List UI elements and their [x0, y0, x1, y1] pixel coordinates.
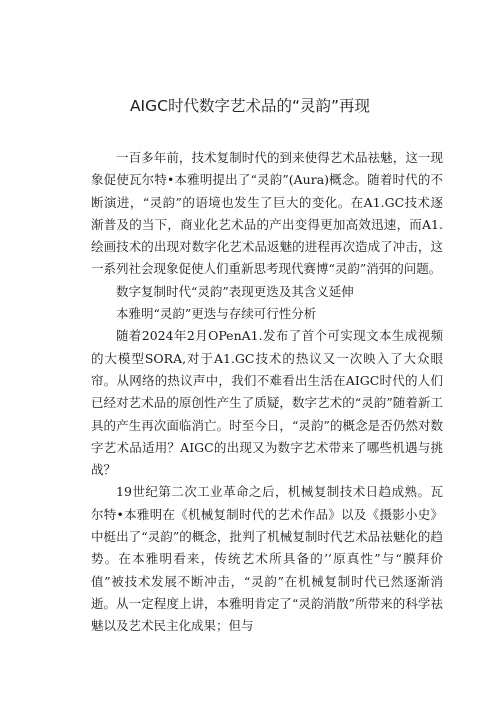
body-paragraph: 19世纪第二次工业革命之后，机械复制技术日趋成熟。瓦尔特•本雅明在《机械复制时代的艺术作品》以及《摄影小史》中梃出了“灵韵”的概念，批判了机械复制时代艺术品祛魅化的趋势。在本雅明看来，传统艺术所具备的’’原真性”与“膜拜价值”被技术发展不断冲击，“灵韵”在机械复制时代已然逐渐消逝。从一定程度上讲，本雅明肯定了“灵韵消散”所带来的科学祛魅以及艺术民主化成果；但与 — [91, 484, 443, 634]
body-paragraph: 随着2024年2月OPenA1.发布了首个可实现文本生成视频的大模型SORA,对于A1.GC技术的热议又一次映入了大众眼帘。从网络的热议声中，我们不难看出生活在AIGC时代的人们已经对艺术品的原创性产生了质疑，数字艺术的“灵韵”随着新工具的产生再次面临消亡。时至今日，“灵韵”的概念是否仍然对数字艺术品适用？AIGC的出现又为数字艺术带来了哪些机遇与挑战？ — [91, 328, 443, 478]
document-title: AIGC时代数字艺术品的“灵韵”再现 — [129, 97, 371, 115]
document-body — [91, 147, 443, 638]
keyword-line: 本雅明“灵韵”更迭与存续可行性分析 — [116, 306, 317, 322]
abstract-paragraph: 一百多年前，技术复制时代的到来使得艺术品祛魅，这一现象促使瓦尔特•本雅明提出了“灵韵”(Aura)概念。随着时代的不断演进，“灵韵”的语境也发生了巨大的变化。在A1.GC技术逐渐普及的当下，商业化艺术品的产出变得更加高效迅速，而A1.绘画技术的出现对数字化艺术品返魅的进程再次造成了冲击，这一系列社会现象促使人们重新思考现代赛博“灵韵”消弭的问题。 — [91, 150, 443, 277]
keyword-line: 数字复制时代“灵韵”表现更迭及其含义延伸 — [116, 283, 354, 299]
